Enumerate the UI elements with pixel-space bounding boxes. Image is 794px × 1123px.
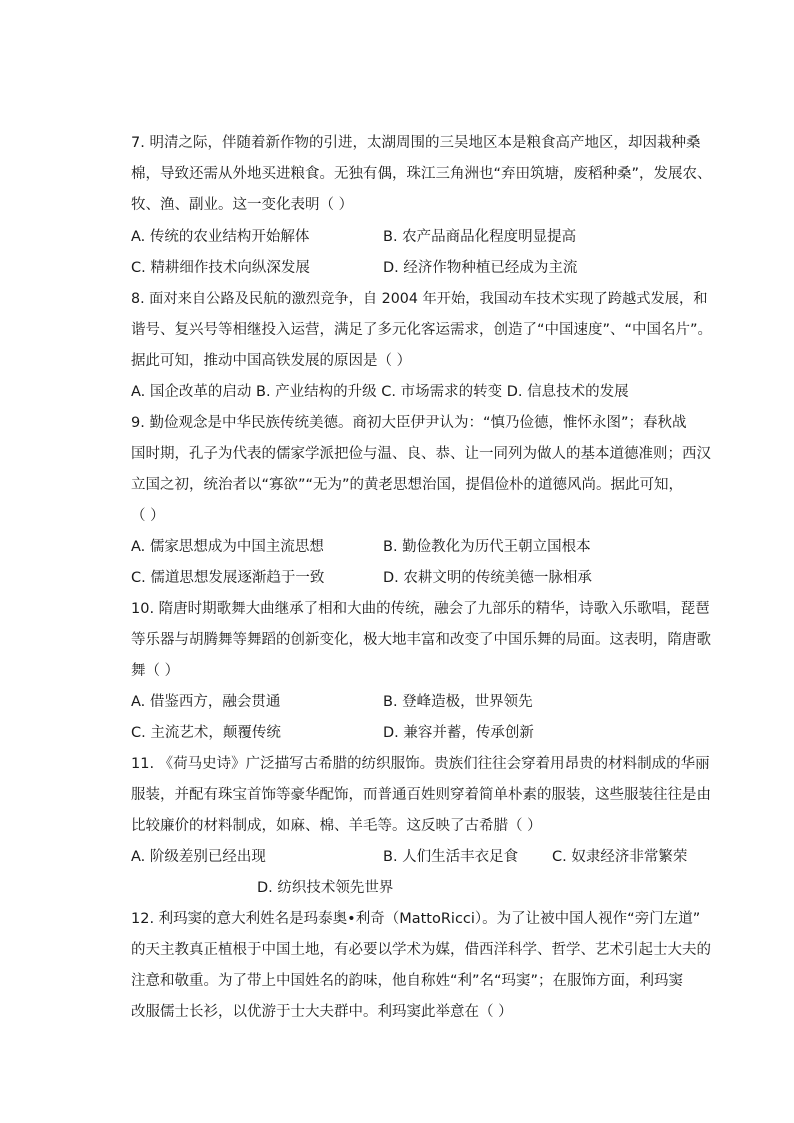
q10-line-1: 10. 隋唐时期歌舞大曲继承了相和大曲的传统，融会了九部乐的精华，诗歌入乐歌唱，琵琶 — [131, 601, 710, 617]
q9-line-2: 国时期，孔子为代表的儒家学派把俭与温、良、恭、让一同列为做人的基本道德准则；西汉 — [131, 446, 711, 462]
q7-option-a: A. 传统的农业结构开始解体 — [131, 229, 310, 245]
q11-line-1: 11. 《荷马史诗》广泛描写古希腊的纺织服饰。贵族们往往会穿着用昂贵的材料制成的华丽 — [131, 756, 710, 772]
q8-options: A. 国企改革的启动 B. 产业结构的升级 C. 市场需求的转变 D. 信息技术的发展 — [131, 384, 629, 400]
q7-line-2: 棉，导致还需从外地买进粮食。无独有偶，珠江三角洲也“弃田筑塘，废稻种桑”，发展农、 — [131, 166, 712, 182]
q10-option-d: D. 兼容并蓄，传承创新 — [383, 725, 534, 741]
q7-option-b: B. 农产品商品化程度明显提高 — [383, 229, 577, 245]
q9-option-b: B. 勤俭教化为历代王朝立国根本 — [383, 539, 591, 555]
q9-line-4: （ ） — [131, 508, 165, 524]
q9-option-a: A. 儒家思想成为中国主流思想 — [131, 539, 324, 555]
q8-line-2: 谐号、复兴号等相继投入运营，满足了多元化客运需求，创造了“中国速度”、“中国名片”。 — [131, 322, 713, 338]
q11-option-d: D. 纺织技术领先世界 — [257, 880, 394, 896]
q7-line-3: 牧、渔、副业。这一变化表明（ ） — [131, 197, 354, 213]
q7-option-c: C. 精耕细作技术向纵深发展 — [131, 260, 310, 276]
q10-option-b: B. 登峰造极，世界领先 — [383, 694, 533, 710]
q9-line-1: 9. 勤俭观念是中华民族传统美德。商初大臣伊尹认为：“慎乃俭德，惟怀永图”；春秋战 — [131, 415, 687, 431]
q12-line-1: 12. 利玛窦的意大利姓名是玛泰奥•利奇（MattoRicci）。为了让被中国人视作“旁门左道” — [131, 911, 701, 927]
q11-line-2: 服装，并配有珠宝首饰等豪华配饰，而普通百姓则穿着简单朴素的服装，这些服装往往是由 — [131, 787, 711, 803]
q9-line-3: 立国之初，统治者以“寡欲”“无为”的黄老思想治国，提倡俭朴的道德风尚。据此可知， — [131, 477, 684, 493]
q11-option-c: C. 奴隶经济非常繁荣 — [552, 849, 688, 865]
q11-line-3: 比较廉价的材料制成，如麻、棉、羊毛等。这反映了古希腊（ ） — [131, 818, 542, 834]
q9-option-d: D. 农耕文明的传统美德一脉相承 — [383, 570, 592, 586]
q7-line-1: 7. 明清之际，伴随着新作物的引进，太湖周围的三吴地区本是粮食高产地区，却因栽种桑 — [131, 135, 701, 151]
q8-line-1: 8. 面对来自公路及民航的激烈竞争，自 2004 年开始，我国动车技术实现了跨越式发展，和 — [131, 291, 708, 307]
q10-line-2: 等乐器与胡腾舞等舞蹈的创新变化，极大地丰富和改变了中国乐舞的局面。这表明，隋唐歌 — [131, 632, 711, 648]
q10-option-c: C. 主流艺术，颠覆传统 — [131, 725, 281, 741]
q10-option-a: A. 借鉴西方，融会贯通 — [131, 694, 281, 710]
q7-option-d: D. 经济作物种植已经成为主流 — [383, 260, 578, 276]
q11-option-b: B. 人们生活丰衣足食 — [383, 849, 519, 865]
q9-option-c: C. 儒道思想发展逐渐趋于一致 — [131, 570, 325, 586]
q10-line-3: 舞（ ） — [131, 663, 180, 679]
q8-line-3: 据此可知，推动中国高铁发展的原因是（ ） — [131, 353, 412, 369]
q12-line-2: 的天主教真正植根于中国土地，有必要以学术为媒，借西洋科学、哲学、艺术引起士大夫的 — [131, 942, 711, 958]
q11-option-a: A. 阶级差别已经出现 — [131, 849, 266, 865]
q12-line-3: 注意和敬重。为了带上中国姓名的韵味，他自称姓“利”名“玛窦”；在服饰方面，利玛窦 — [131, 973, 684, 989]
q12-line-4: 改服儒士长衫，以优游于士大夫群中。利玛窦此举意在（ ） — [131, 1004, 513, 1020]
